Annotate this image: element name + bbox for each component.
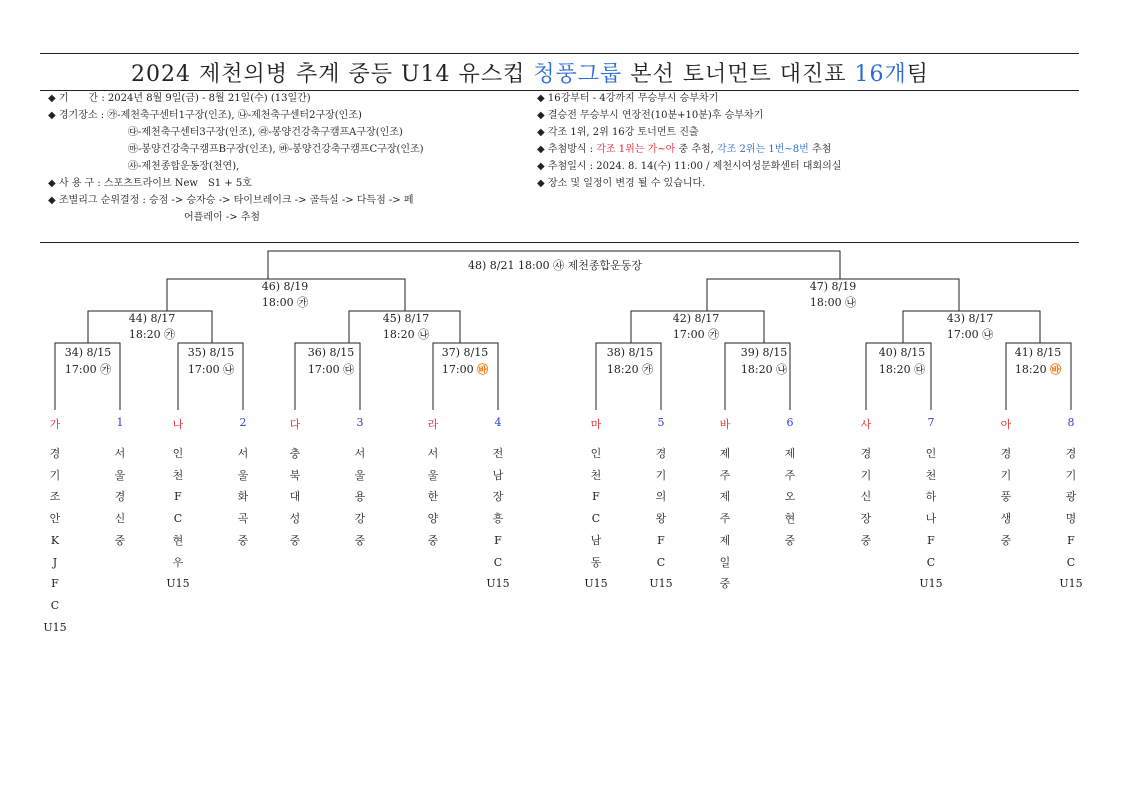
match-37-time: 17:00 ㉳ (441, 363, 489, 376)
draw-method-a: ◆ 추첨방식 : (537, 144, 597, 155)
match-35-date: 35) 8/15 (187, 346, 235, 359)
team-name: 경 기 조 안 K J F C U15 (43, 447, 67, 634)
match-43-date: 43) 8/17 (946, 312, 994, 325)
seed-label: 4 (494, 416, 502, 429)
match-48-label: 48) 8/21 18:00 ㉴ 제천종합운동장 (467, 259, 643, 272)
venue-f-badge: ㉳ (1050, 363, 1062, 376)
seed-label: 다 (289, 418, 301, 431)
team-name: 서 울 한 양 중 (427, 447, 439, 547)
draw-method-first: 각조 1위는 가~아 (596, 144, 676, 155)
match-47-date: 47) 8/19 (809, 280, 857, 293)
seed-label: 라 (427, 418, 439, 431)
draw-method-e: 추첨 (808, 144, 832, 155)
info-ranking-2: 어플레이 -> 추첨 (184, 212, 261, 223)
seed-label: 가 (49, 418, 61, 431)
team-name: 인 천 F C 남 동 U15 (584, 447, 608, 591)
title-part2: 본선 토너먼트 대진표 (622, 62, 855, 87)
draw-method-second: 각조 2위는 1번~8번 (717, 144, 809, 155)
seed-label: 5 (657, 416, 665, 429)
title-part1: 2024 제천의병 추계 중등 U14 유스컵 (130, 62, 534, 87)
match-47-time: 18:00 ㉯ (809, 296, 857, 309)
team-name: 서 울 화 곡 중 (237, 447, 249, 547)
match-44-time: 18:20 ㉮ (128, 328, 176, 341)
info-ball: ◆ 사 용 구 : 스포츠트라이브 New S1 + 5호 (48, 178, 252, 189)
title-group: 청풍그룹 (533, 62, 623, 87)
match-41-time: 18:20 ㉳ (1014, 363, 1062, 376)
match-42-time: 17:00 ㉮ (672, 328, 720, 341)
match-34-date: 34) 8/15 (64, 346, 112, 359)
match-42-date: 42) 8/17 (672, 312, 720, 325)
info-rule-3: ◆ 각조 1위, 2위 16강 토너먼트 진출 (537, 127, 699, 138)
seed-label: 마 (590, 418, 602, 431)
match-38-date: 38) 8/15 (606, 346, 654, 359)
team-name: 제 주 제 주 제 일 중 (719, 447, 731, 591)
match-35-time: 17:00 ㉯ (187, 363, 235, 376)
seed-label: 바 (719, 418, 731, 431)
seed-label: 8 (1067, 416, 1075, 429)
team-name: 경 기 신 장 중 (860, 447, 872, 547)
team-name: 서 울 경 신 중 (114, 447, 126, 547)
match-41-date: 41) 8/15 (1014, 346, 1062, 359)
team-name: 제 주 오 현 중 (784, 447, 796, 547)
info-venue-4: ㉴-제천종합운동장(천연), (128, 161, 240, 172)
seed-label: 7 (927, 416, 935, 429)
match-39-time: 18:20 ㉯ (740, 363, 788, 376)
team-name: 충 북 대 성 중 (289, 447, 301, 547)
seed-label: 1 (116, 416, 124, 429)
team-name: 경 기 풍 생 중 (1000, 447, 1012, 547)
info-rule-1: ◆ 16강부터 - 4강까지 무승부시 승부차기 (537, 93, 719, 104)
info-venue-1: ◆ 경기장소 : ㉮-제천축구센터1구장(인조), ㉯-제천축구센터2구장(인조) (48, 110, 362, 121)
match-46-date: 46) 8/19 (261, 280, 309, 293)
seed-label: 6 (786, 416, 794, 429)
draw-method-c: 중 추첨, (675, 144, 718, 155)
info-venue-3: ㉲-봉양건강축구캠프B구장(인조), ㉳-봉양건강축구캠프C구장(인조) (128, 144, 424, 155)
match-43-time: 17:00 ㉯ (946, 328, 994, 341)
info-ranking-1: ◆ 조별리그 순위결정 : 승점 -> 승자승 -> 타이브레이크 -> 골득실 -> 다득점 -> 페 (48, 195, 414, 206)
team-name: 인 천 하 나 F C U15 (919, 447, 943, 591)
seed-label: 3 (356, 416, 364, 429)
info-draw-date: ◆ 추첨일시 : 2024. 8. 14(수) 11:00 / 제천시여성문화센터 대회의실 (537, 161, 842, 172)
match-45-time: 18:20 ㉯ (382, 328, 430, 341)
venue-f-badge: ㉳ (477, 363, 489, 376)
info-period: ◆ 기 간 : 2024년 8월 9일(금) - 8월 21일(수) (13일간) (48, 93, 311, 104)
team-name: 전 남 장 흥 F C U15 (486, 447, 510, 591)
team-name: 경 기 의 왕 F C U15 (649, 447, 673, 591)
title-team-count: 16개 (854, 62, 907, 87)
match-38-time: 18:20 ㉮ (606, 363, 654, 376)
team-name: 경 기 광 명 F C U15 (1059, 447, 1083, 591)
info-venue-2: ㉰-제천축구센터3구장(인조), ㉱-봉양건강축구캠프A구장(인조) (128, 127, 403, 138)
team-name: 서 울 용 강 중 (354, 447, 366, 547)
match-36-time: 17:00 ㉰ (307, 363, 355, 376)
info-notice: ◆ 장소 및 일정이 변경 될 수 있습니다. (537, 178, 706, 189)
match-39-date: 39) 8/15 (740, 346, 788, 359)
match-45-date: 45) 8/17 (382, 312, 430, 325)
seed-label: 2 (239, 416, 247, 429)
match-36-date: 36) 8/15 (307, 346, 355, 359)
match-46-time: 18:00 ㉮ (261, 296, 309, 309)
match-44-date: 44) 8/17 (128, 312, 176, 325)
seed-label: 사 (860, 418, 872, 431)
seed-label: 아 (1000, 418, 1012, 431)
match-37-date: 37) 8/15 (441, 346, 489, 359)
seed-label: 나 (172, 418, 184, 431)
title-part3: 팀 (906, 62, 930, 87)
match-40-date: 40) 8/15 (878, 346, 926, 359)
match-34-time: 17:00 ㉮ (64, 363, 112, 376)
info-rule-2: ◆ 결승전 무승부시 연장전(10분+10분)후 승부차기 (537, 110, 764, 121)
team-name: 인 천 F C 현 우 U15 (166, 447, 190, 591)
match-40-time: 18:20 ㉰ (878, 363, 926, 376)
